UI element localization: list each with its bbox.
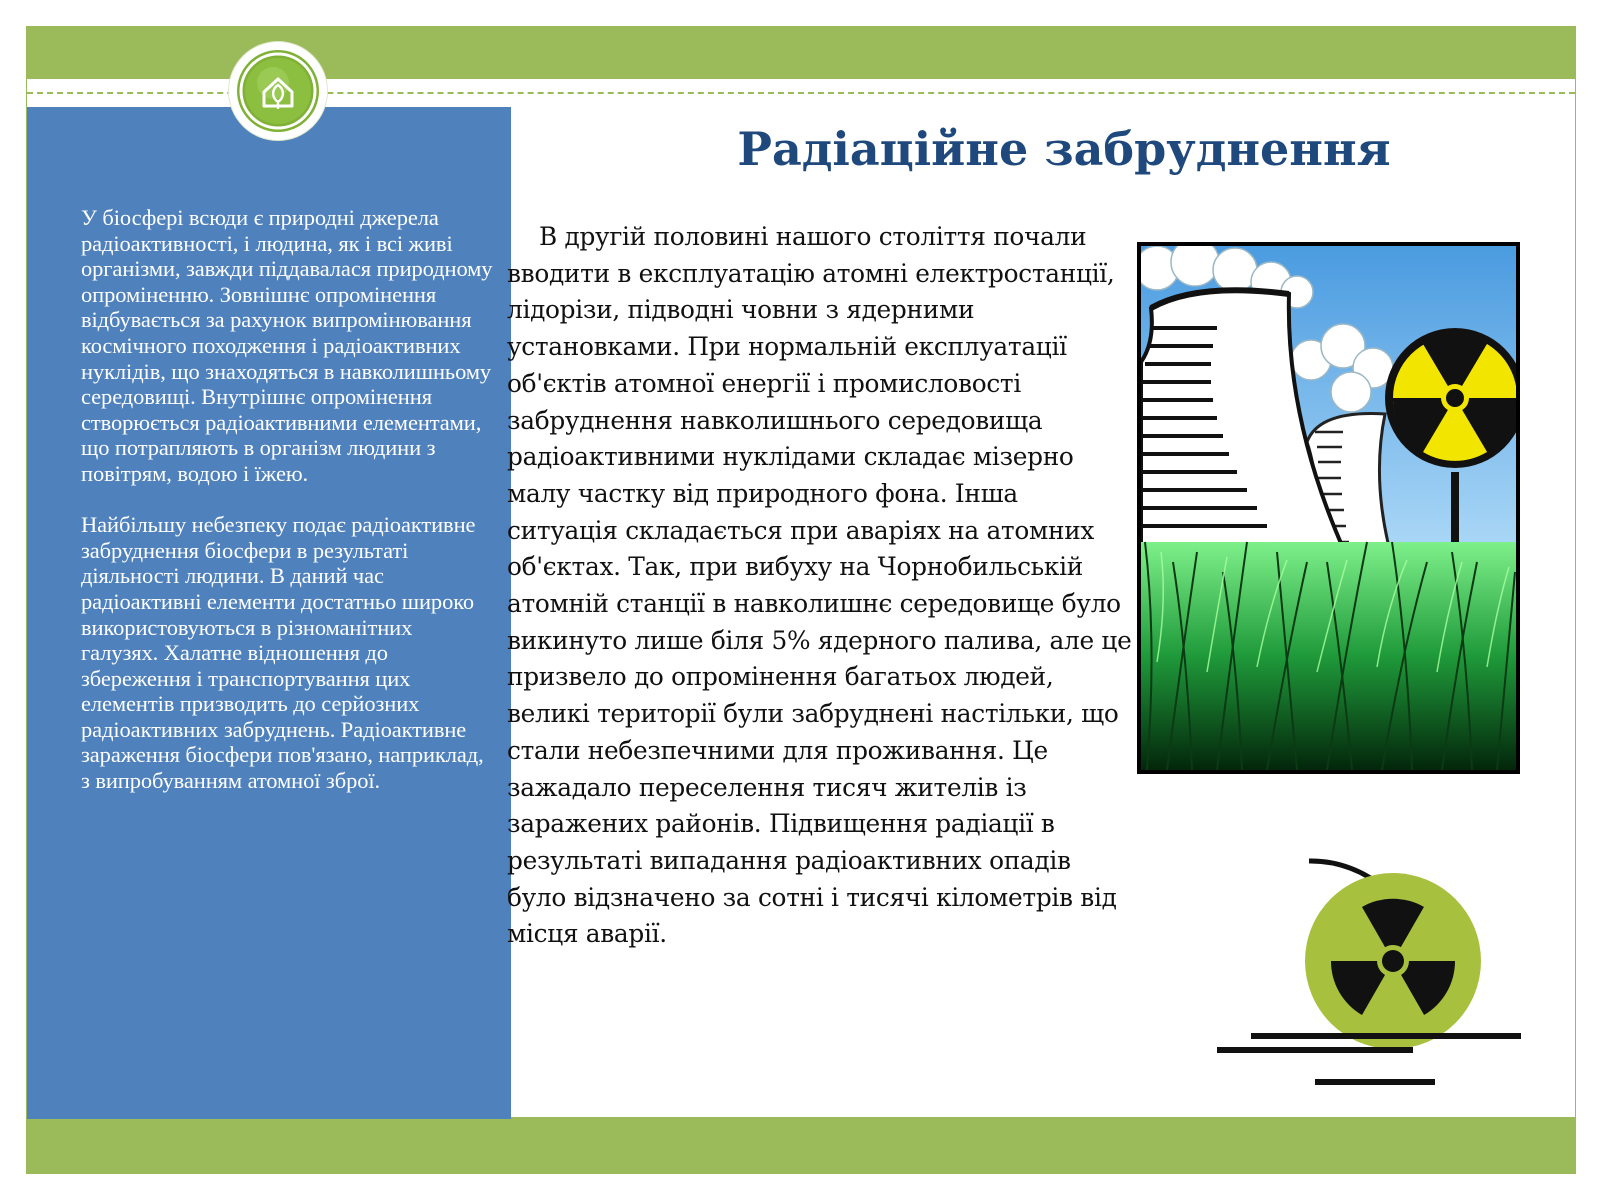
nuclear-cooling-towers-illustration [1137,242,1520,774]
main-body-text: В другій половині нашого століття почали вводити в експлуатацію атомні електростанції, лідорізи, підводні човни з ядерними установками. При нормальній експлуатації об'єктів атомної енергії і промисловості забруднення навколишнього середовища радіоактивними нуклідами складає мізерно малу частку від природного фона. Інша ситуація складається при аваріях на атомних об'єктах. Так, при вибуху на Чорнобильській атомній станції в навколишнє середовище було викинуто лише біля 5% ядерного палива, але це призвело до опромінення багатьох людей, великі території були забруднені настільки, що стали небезпечними для проживання. Це зажадало переселення тисяч жителів із заражених районів. Підвищення радіації в результаті випадання радіоактивних опадів було відзначено за сотні і тисячі кілометрів від місця аварії. [507,222,1132,949]
eco-house-leaf-icon [229,42,327,140]
sidebar-panel [27,107,511,1119]
slide [26,26,1576,1174]
sidebar-text [81,205,493,794]
slide-title: Радіаційне забруднення [737,122,1391,176]
bottom-accent-band [27,1117,1575,1173]
sidebar-paragraph-1: У біосфері всюди є природні джерела радіоактивності, і людина, як і всі живі організми, завжди піддавалася природному опроміненню. Зовнішнє опромінення відбувається за рахунок випромінювання космічного походження і радіоактивних нуклідів, що знаходяться в навколишньому середовищі. Внутрішнє опромінення створюється радіоактивними елементами, що потрапляють в організм людини з повітрям, водою і їжею. [81,205,493,486]
radiation-trefoil-icon [1215,857,1525,1087]
sidebar-paragraph-2: Найбільшу небезпеку подає радіоактивне забруднення біосфери в результаті діяльності людини. В даний час радіоактивні елементи достатньо широко використовуються в різноманітних галузях. Халатне відношення до збереження і транспортування цих елементів призводить до серйозних радіоактивних забруднень. Радіоактивне зараження біосфери пов'язано, наприклад, з випробуванням атомної зброї. [81,512,484,794]
